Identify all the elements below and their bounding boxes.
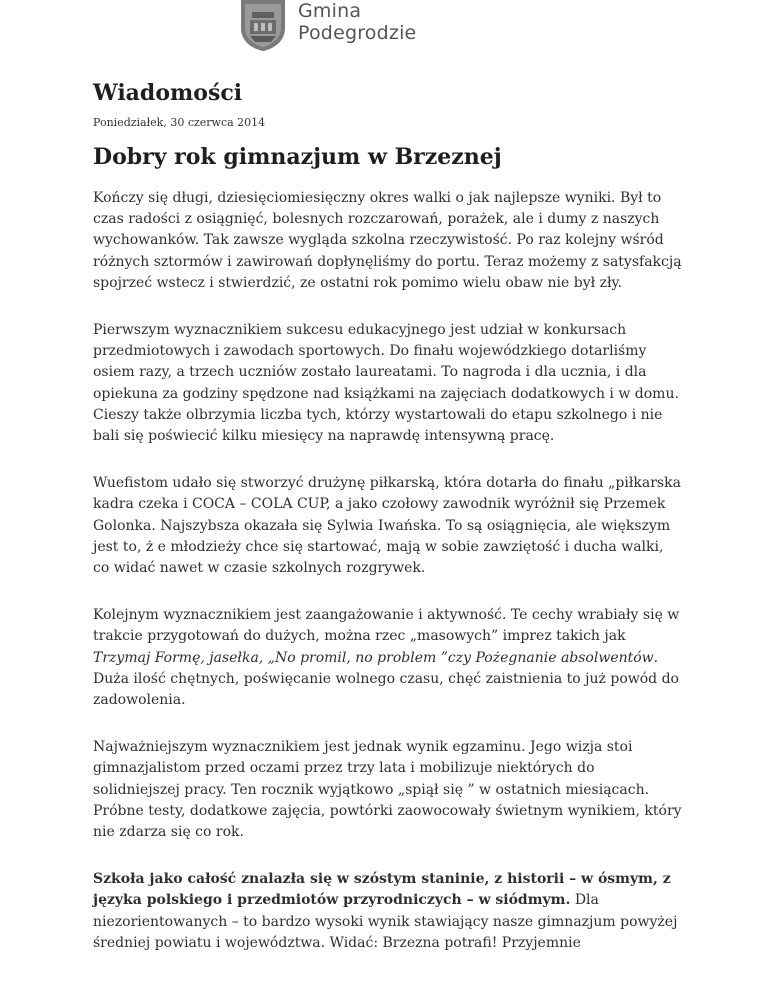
- site-brand[interactable]: [298, 0, 416, 44]
- paragraph-1: Kończy się długi, dziesięciomiesięczny okres walki o jak najlepsze wyniki. Był to czas radości z osiągnięć, bolesnych rozczarowań, porażek, ale i dumy z naszych wychowanków. Tak zawsze wygląda szkolna rzeczywistość. Po raz kolejny wśród różnych sztormów i zawirowań dopłynęliśmy do portu. Teraz możemy z satysfakcją spojrzeć wstecz i stwierdzić, ze ostatni rok pomimo wielu obaw nie był zły.: [93, 190, 682, 291]
- paragraph-6-text: Dla niezorientowanych – to bardzo wysoki wynik stawiający nasze gimnazjum powyżej średniej powiatu i województwa. Widać: Brzezna potrafi! Przyjemnie: [93, 892, 678, 951]
- paragraph-4-italic: Trzymaj Formę, jasełka, „No promil, no problem ”czy Pożegnanie absolwentów: [93, 649, 654, 666]
- site-header: [238, 0, 416, 56]
- brand-line-2: Podegrodzie: [298, 22, 417, 44]
- paragraph-6-bold: Szkoła jako całość znalazła się w szóstym staninie, z historii – w ósmym, z języka polskiego i przedmiotów przyrodniczych – w siódmym.: [93, 871, 671, 909]
- coat-of-arms-icon[interactable]: [238, 0, 288, 52]
- main-content: [93, 78, 683, 980]
- paragraph-4-text-b: . Duża ilość chętnych, poświęcanie wolnego czasu, chęć zaistnienia to już powód do zadowolenia.: [93, 649, 679, 709]
- article-date: Poniedziałek, 30 czerwca 2014: [93, 116, 266, 129]
- paragraph-5: Najważniejszym wyznacznikiem jest jednak wynik egzaminu. Jego wizja stoi gimnazjalistom przed oczami przez trzy lata i mobilizuje niektórych do solidniejszej pracy. Ten rocznik wyjątkowo „spiął się ” w ostatnich miesiącach. Próbne testy, dodatkowe zajęcia, powtórki zaowocowały świetnym wynikiem, który nie zdarza się co rok.: [93, 739, 682, 841]
- paragraph-2: Pierwszym wyznacznikiem sukcesu edukacyjnego jest udział w konkursach przedmiotowych i zawodach sportowych. Do finału wojewódzkiego dotarliśmy osiem razy, a trzech uczniów zostało laureatami. To nagroda i dla ucznia, i dla opiekuna za godziny spędzone nad książkami na zajęciach dodatkowych i w domu. Cieszy także olbrzymia liczba tych, którzy wystartowali do etapu szkolnego i nie bali się poświecić kilku miesięcy na naprawdę intensywną pracę.: [93, 322, 679, 445]
- brand-line-1: Gmina: [298, 0, 362, 22]
- paragraph-4: [93, 605, 683, 711]
- article-body: [93, 188, 683, 954]
- paragraph-6: [93, 869, 683, 954]
- paragraph-3: Wuefistom udało się stworzyć drużynę piłkarską, która dotarła do finału „piłkarska kadra czeka i COCA – COLA CUP, a jako czołowy zawodnik wyróżnił się Przemek Golonka. Najszybsza okazała się Sylwia Iwańska. To są osiągnięcia, ale większym jest to, ż e młodzieży chce się startować, mają w sobie zawziętość i ducha walki, co widać nawet w czasie szkolnych rozgrywek.: [93, 475, 681, 577]
- paragraph-4-text-a: Kolejnym wyznacznikiem jest zaangażowanie i aktywność. Te cechy wrabiały się w trakcie przygotowań do dużych, można rzec „masowych” imprez takich jak: [93, 607, 680, 645]
- section-title: Wiadomości: [93, 80, 243, 106]
- article-title: Dobry rok gimnazjum w Brzeznej: [93, 144, 502, 170]
